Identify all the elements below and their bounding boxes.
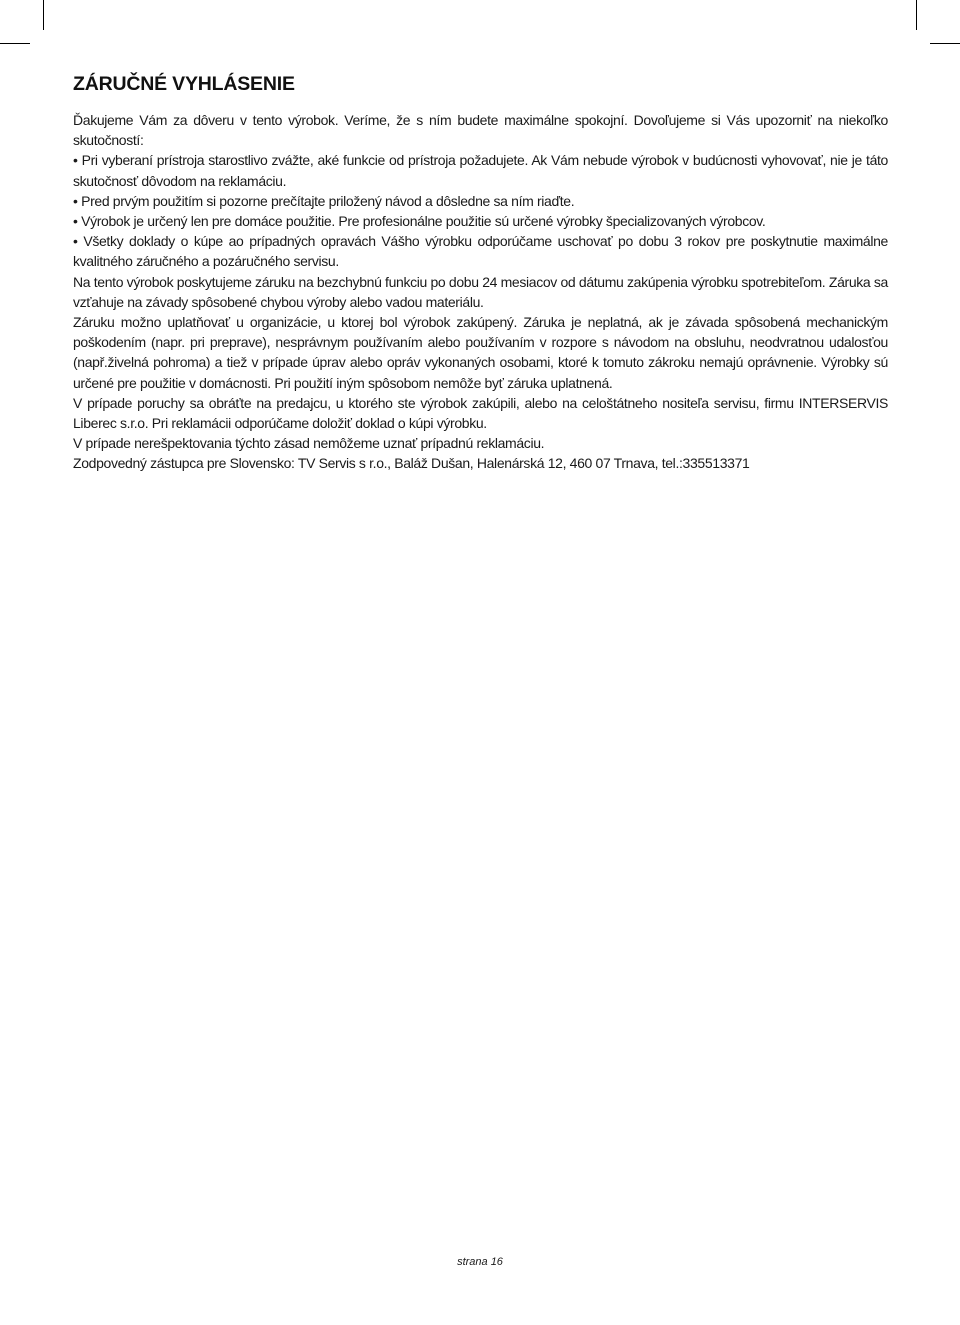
page-number: strana 16 xyxy=(457,1256,503,1268)
bullet-receipts: • Všetky doklady o kúpe ao prípadných opravách Vášho výrobku odporúčame uschovať po dobu 3 rokov pre poskytnutie maximálne kvalitného záručného a pozáručného servisu. xyxy=(73,233,888,270)
document-title: ZÁRUČNÉ VYHLÁSENIE xyxy=(73,73,295,95)
bullet-manual: • Pred prvým použitím si pozorne prečítajte priložený návod a dôsledne sa ním riaďte. xyxy=(73,192,575,209)
document-body xyxy=(73,72,888,474)
paragraph-warranty-conditions: Záruku možno uplatňovať u organizácie, u ktorej bol výrobok zakúpený. Záruka je neplatná, ak je závada spôsobená mechanickým poškodením (napr. pri preprave), nesprávnym používaním alebo používaním v rozpore s návodom na obsluhu, neodvratnou udalosťou (např.živelná pohroma) a tiež v prípade úprav alebo opráv vykonaných osobami, ktoré k tomuto zákroku nemajú oprávnenie. Výrobky sú určené pre použitie v domácnosti. Pri použití iným spôsobom nemôže byť záruka uplatnená. xyxy=(73,314,888,391)
crop-mark-top-left-horizontal xyxy=(0,43,30,44)
bullet-home-use: • Výrobok je určený len pre domáce použitie. Pre profesionálne použitie sú určené výrobky špecializovaných výrobcov. xyxy=(73,213,766,230)
paragraph-intro: Ďakujeme Vám za dôveru v tento výrobok. Veríme, že s ním budete maximálne spokojní. Dovoľujeme si Vás upozorniť na niekoľko skutočností: xyxy=(73,112,888,149)
bullet-selection: • Pri vyberaní prístroja starostlivo zvážte, aké funkcie od prístroja požadujete. Ak Vám nebude výrobok v budúcnosti vyhovovať, nie je táto skutočnosť dôvodom na reklamáciu. xyxy=(73,152,888,189)
paragraph-warranty-period: Na tento výrobok poskytujeme záruku na bezchybnú funkciu po dobu 24 mesiacov od dátumu zakúpenia výrobku spotrebiteľom. Záruka sa vzťahuje na závady spôsobené chybou výroby alebo vadou materiálu. xyxy=(73,273,888,310)
paragraph-noncompliance: V prípade nerešpektovania týchto zásad nemôžeme uznať prípadnú reklamáciu. xyxy=(73,435,545,452)
paragraph-representative: Zodpovedný zástupca pre Slovensko: TV Servis s r.o., Baláž Dušan, Halenárská 12, 460 07 Trnava, tel.:335513371 xyxy=(73,455,750,472)
crop-mark-top-left-vertical xyxy=(43,0,44,30)
crop-mark-top-right-horizontal xyxy=(930,43,960,44)
paragraph-service: V prípade poruchy sa obráťte na predajcu, u ktorého ste výrobok zakúpili, alebo na celoštátneho nositeľa servisu, firmu INTERSERVIS Liberec s.r.o. Pri reklamácii odporúčame doložiť doklad o kúpi výrobku. xyxy=(73,394,888,432)
crop-mark-top-right-vertical xyxy=(916,0,917,30)
